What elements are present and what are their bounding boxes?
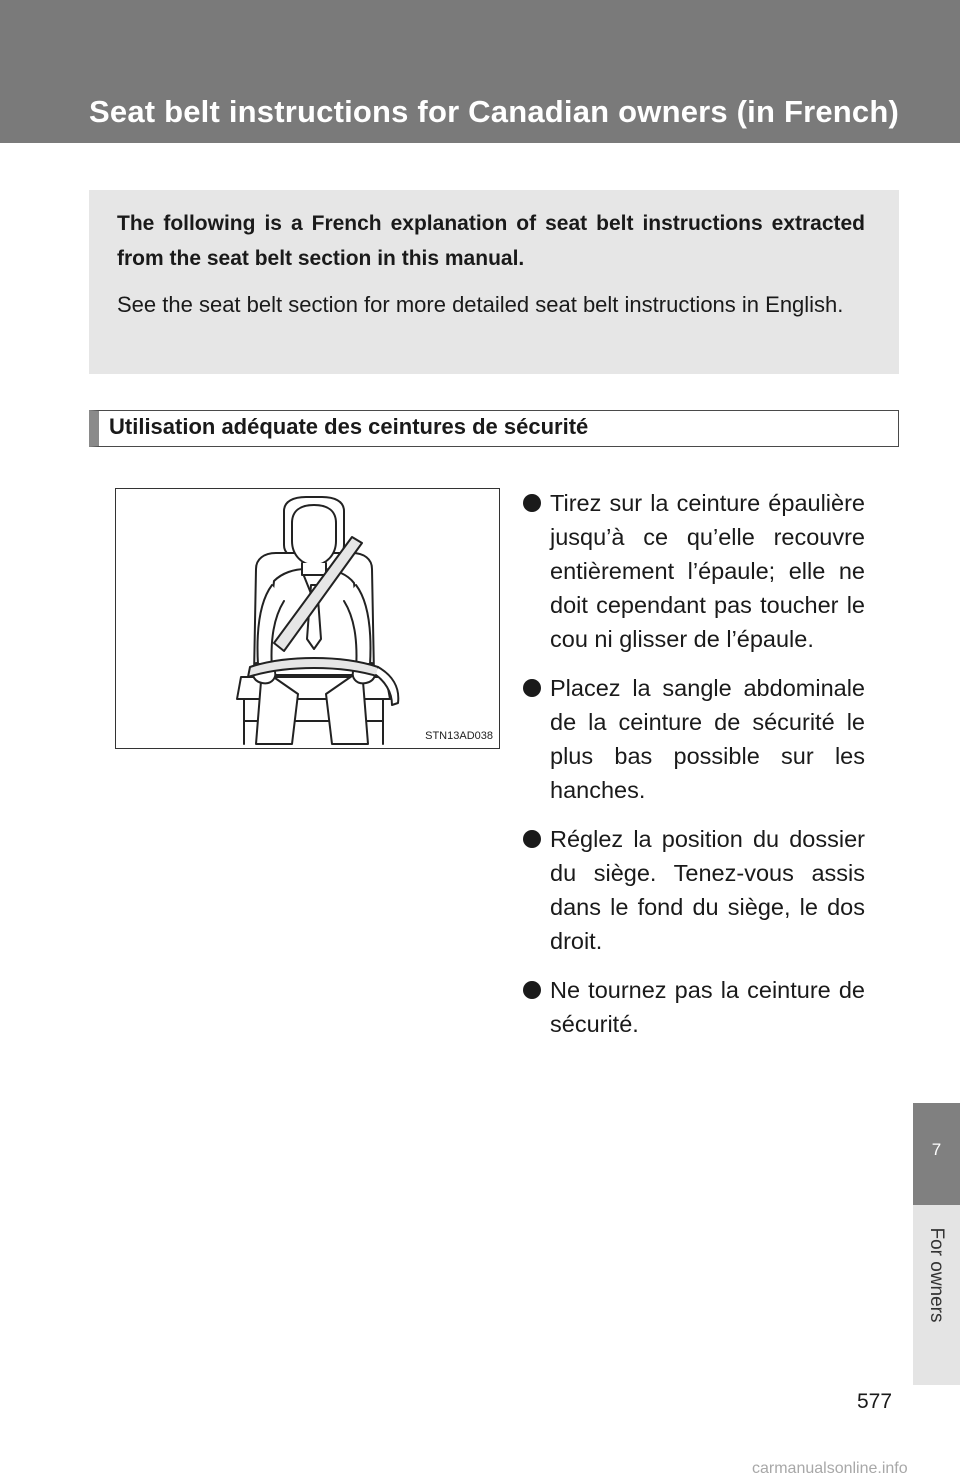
section-heading [89,410,899,447]
instruction-list [523,486,865,1056]
page-title: Seat belt instructions for Canadian owners (in French) [89,94,900,129]
list-item [523,822,865,958]
intro-box [89,190,899,374]
seat-belt-illustration [115,488,500,749]
bullet-dot-icon [523,830,541,848]
list-item-text: Ne tournez pas la ceinture de sécurité. [550,977,865,1037]
section-heading-text: Utilisation adéquate des ceintures de sécurité [109,414,589,439]
list-item [523,973,865,1041]
list-item [523,671,865,807]
chapter-label: For owners [926,1227,947,1323]
intro-normal-text: See the seat belt section for more detailed seat belt instructions in English. [117,292,844,317]
bullet-dot-icon [523,981,541,999]
intro-bold-text: The following is a French explanation of seat belt instructions extracted from the seat belt section in this manual. [117,212,865,270]
seated-person-seat-belt-icon [116,489,498,747]
chapter-number: 7 [931,1140,942,1159]
page-number: 577 [857,1390,893,1413]
bullet-dot-icon [523,494,541,512]
list-item-text: Tirez sur la ceinture épaulière jusqu’à ce qu’elle recouvre entièrement l’épaule; elle ne doit cependant pas toucher le cou ni glisser de l’épaule. [550,490,865,652]
bullet-dot-icon [523,679,541,697]
list-item-text: Réglez la position du dossier du siège. Tenez-vous assis dans le fond du siège, le dos droit. [550,826,865,954]
watermark: carmanualsonline.info [752,1460,908,1477]
list-item-text: Placez la sangle abdominale de la ceinture de sécurité le plus bas possible sur les hanches. [550,675,865,803]
list-item [523,486,865,656]
figure-code: STN13AD038 [425,730,493,742]
